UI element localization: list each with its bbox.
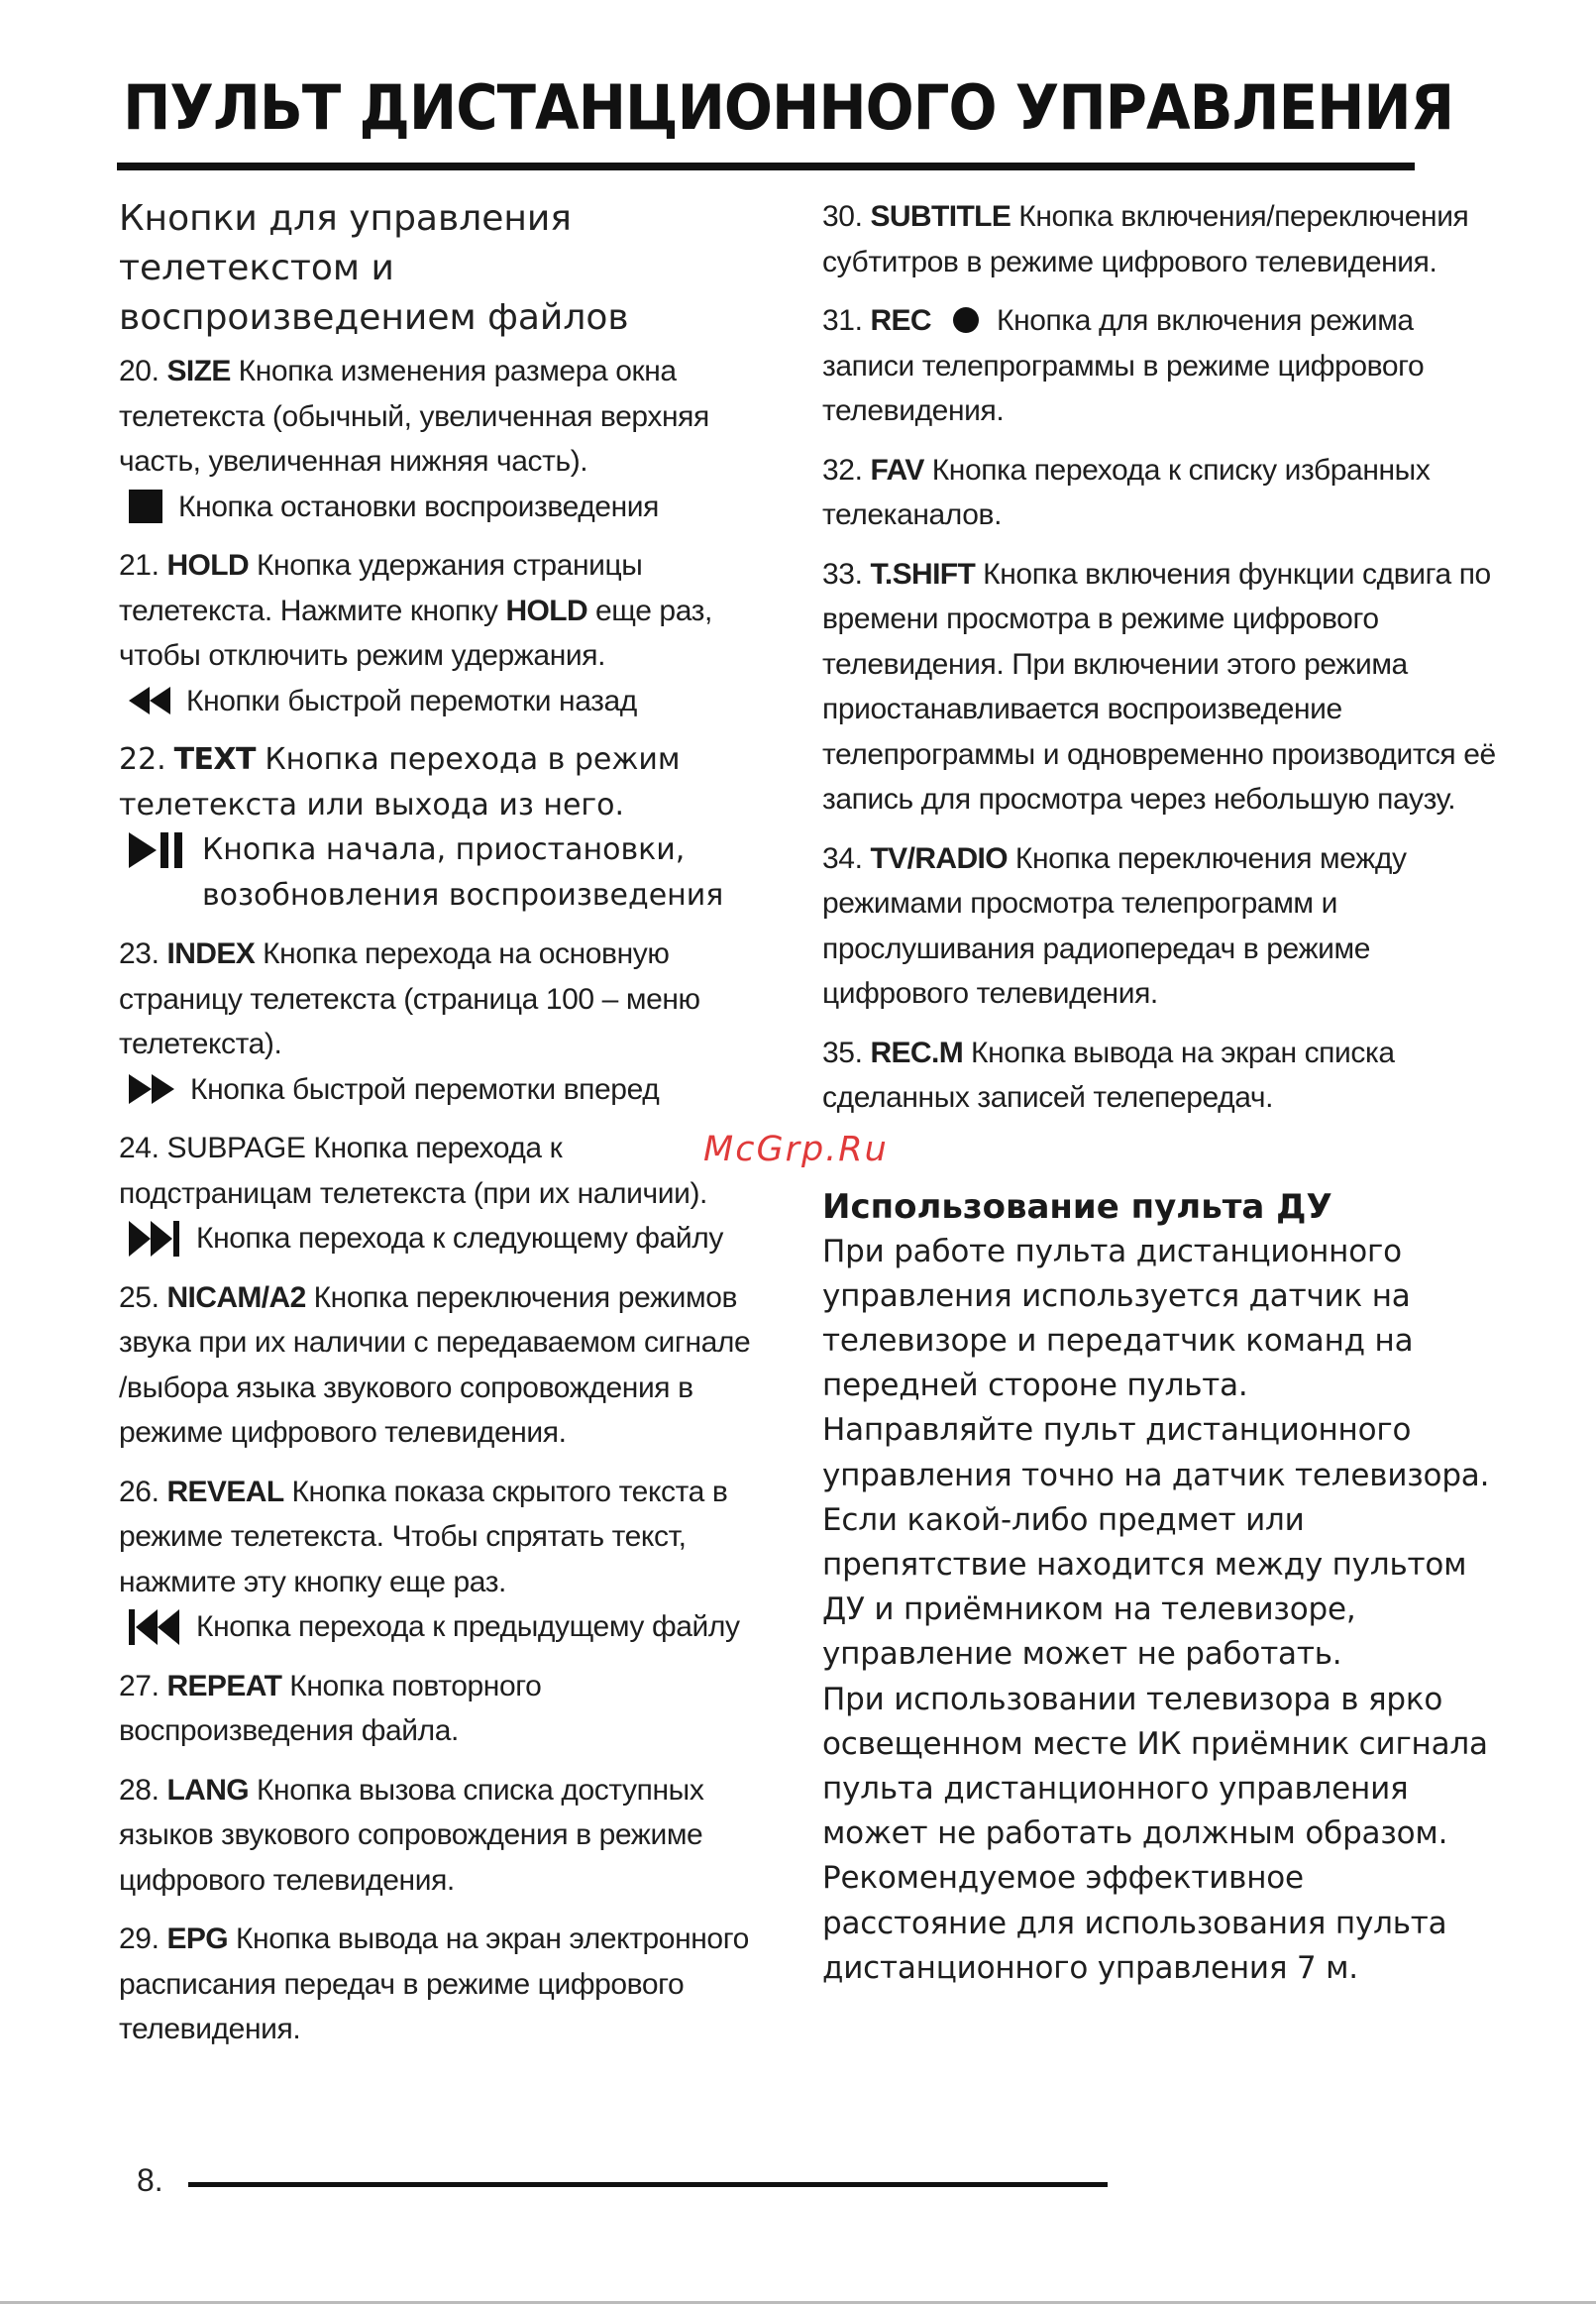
key-hold: HOLD: [166, 549, 250, 582]
key-hold-inline: HOLD: [505, 594, 588, 627]
list-item-26: 26. REVEAL Кнопка показа скрытого текста в режиме телетекста. Чтобы спрятать текст, нажмите эту кнопку еще раз. Кнопка перехода к предыдущему файлу: [119, 1470, 753, 1650]
page-number: 8.: [137, 2162, 163, 2198]
list-item-29: 29. EPG Кнопка вывода на экран электронного расписания передач в режиме цифрового телевидения.: [119, 1922, 749, 2045]
usage-paragraph: При работе пульта дистанционного управления используется датчик на телевизоре и передатчик команд на передней стороне пульта.: [822, 1233, 1414, 1404]
list-item-30: 30. SUBTITLE Кнопка включения/переключения субтитров в режиме цифрового телевидения.: [822, 200, 1469, 278]
list-item-28: 28. LANG Кнопка вызова списка доступных языков звукового сопровождения в режиме цифрового телевидения.: [119, 1773, 704, 1897]
previous-track-icon: [129, 1604, 180, 1649]
left-column: [119, 194, 753, 2066]
usage-paragraph: При использовании телевизора в ярко освещенном месте ИК приёмник сигнала пульта дистанционного управления может не работать должным образом. Рекомендуемое эффективное расстояние для использования пульта дистанционного управления 7 м.: [822, 1681, 1488, 1986]
fast-forward-icon: [129, 1067, 174, 1112]
key-reveal: REVEAL: [166, 1475, 284, 1508]
sub-item-previous-track: Кнопка перехода к предыдущему файлу: [119, 1604, 753, 1650]
list-item-27: 27. REPEAT Кнопка повторного воспроизведения файла.: [119, 1669, 542, 1747]
key-epg: EPG: [166, 1922, 229, 1955]
list-item-33: 33. T.SHIFT Кнопка включения функции сдвига по времени просмотра в режиме цифрового телевидения. При включении этого режима приостанавливается воспроизведение телепрограммы и одновременно производится её запись для просмотра через небольшую паузу.: [822, 557, 1496, 816]
usage-section-title: Использование пульта ДУ: [822, 1186, 1332, 1227]
sub-item-fast-forward: Кнопка быстрой перемотки вперед: [119, 1067, 753, 1113]
footer-rule: [188, 2182, 1108, 2187]
list-item-23: 23. INDEX Кнопка перехода на основную страницу телетекста (страница 100 – меню телетекста). Кнопка быстрой перемотки вперед: [119, 932, 753, 1112]
key-tv-radio: TV/RADIO: [870, 841, 1008, 875]
key-recm: REC.M: [870, 1036, 964, 1069]
section-title: Кнопки для управления телетекстом и воспроизведением файлов: [119, 198, 629, 338]
key-lang: LANG: [166, 1773, 250, 1807]
key-nicam: NICAM/A2: [166, 1280, 306, 1314]
list-item-24: 24. SUBPAGE Кнопка перехода к подстраницам телетекста (при их наличии). Кнопка перехода к следующему файлу: [119, 1126, 753, 1262]
play-pause-icon: [129, 827, 186, 872]
key-subtitle: SUBTITLE: [870, 200, 1011, 233]
key-index: INDEX: [166, 937, 256, 970]
right-column: [822, 194, 1496, 1991]
usage-paragraph: Направляйте пульт дистанционного управления точно на датчик телевизора. Если какой-либо предмет или препятствие находится между пультом ДУ и приёмником на телевизоре, управление может не работать.: [822, 1412, 1490, 1673]
sub-item-play-pause: Кнопка начала, приостановки, возобновления воспроизведения: [119, 827, 753, 918]
record-icon: [953, 307, 979, 333]
sub-item-next-track: Кнопка перехода к следующему файлу: [119, 1216, 753, 1262]
sub-item-stop: Кнопка остановки воспроизведения: [119, 485, 753, 530]
sub-item-rewind: Кнопки быстрой перемотки назад: [119, 679, 753, 724]
list-item-21: 21. HOLD Кнопка удержания страницы телетекста. Нажмите кнопку HOLD еще раз, чтобы отключить режим удержания. Кнопки быстрой перемотки назад: [119, 543, 753, 723]
watermark: McGrp.Ru: [703, 1130, 889, 1169]
title-rule: [117, 163, 1415, 170]
key-fav: FAV: [870, 453, 924, 487]
list-item-31: 31. REC Кнопка для включения режима записи телепрограммы в режиме цифрового телевидения.: [822, 304, 1425, 427]
key-size: SIZE: [166, 355, 231, 387]
list-item-32: 32. FAV Кнопка перехода к списку избранных телеканалов.: [822, 453, 1431, 531]
key-repeat: REPEAT: [166, 1669, 282, 1702]
list-item-20: 20. SIZE Кнопка изменения размера окна телетекста (обычный, увеличенная верхняя часть, увеличенная нижняя часть). Кнопка остановки воспроизведения: [119, 349, 753, 529]
page-title: ПУЛЬТ ДИСТАНЦИОННОГО УПРАВЛЕНИЯ: [122, 71, 1453, 144]
key-tshift: T.SHIFT: [870, 557, 976, 591]
key-text: TEXT: [173, 742, 256, 777]
next-track-icon: [129, 1216, 180, 1261]
rewind-icon: [129, 679, 170, 723]
list-item-25: 25. NICAM/A2 Кнопка переключения режимов звука при их наличии с передаваемом сигнале /выбора языка звукового сопровождения в режиме цифрового телевидения.: [119, 1280, 751, 1449]
list-item-34: 34. TV/RADIO Кнопка переключения между режимами просмотра телепрограмм и прослушивания радиопередач в режиме цифрового телевидения.: [822, 841, 1407, 1010]
list-item-22: 22. TEXT Кнопка перехода в режим телетекста или выхода из него. Кнопка начала, приостановки, возобновления воспроизведения: [119, 737, 753, 918]
stop-icon: [129, 485, 162, 529]
list-item-35: 35. REC.M Кнопка вывода на экран списка сделанных записей телепередач.: [822, 1036, 1395, 1114]
key-rec: REC: [870, 304, 931, 337]
